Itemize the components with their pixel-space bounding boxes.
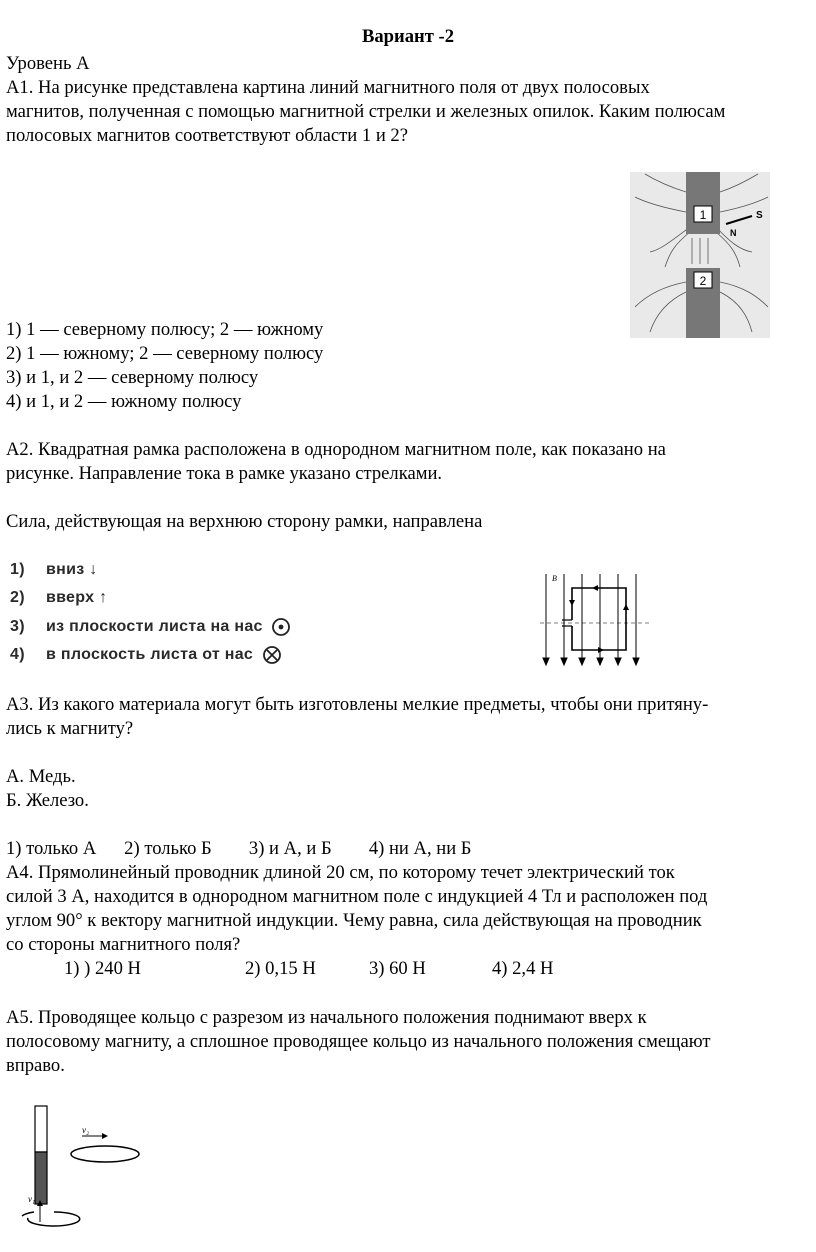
a3-options: 1) только А 2) только Б 3) и А, и Б 4) ни А, ни Б <box>6 838 472 859</box>
a1-compass-south-label: S <box>756 210 763 221</box>
a5-v2-label: v₂ <box>82 1125 90 1135</box>
a4-option-3: 3) 60 Н <box>369 958 426 979</box>
a4-text-line-1: А4. Прямолинейный проводник длиной 20 см, по которому течет электрический ток <box>6 862 675 883</box>
a2-option-1: 1) вниз ↓ <box>10 561 98 578</box>
a1-option-1: 1) 1 — северному полюсу; 2 — южному <box>6 319 324 340</box>
a1-text-line-2: магнитов, полученная с помощью магнитной стрелки и железных опилок. Каким полюсам <box>6 101 726 122</box>
a2-option-3: 3) из плоскости листа на нас <box>10 617 291 637</box>
a2-option-2: 2) вверх ↑ <box>10 589 108 606</box>
into-page-icon <box>262 645 282 665</box>
a4-text-line-2: силой 3 А, находится в однородном магнитном поле с индукцией 4 Тл и расположен под <box>6 886 708 907</box>
level-heading: Уровень А <box>6 53 90 74</box>
a5-rings-figure <box>20 1100 140 1230</box>
a3-item-b: Б. Железо. <box>6 790 89 811</box>
a3-text-line-1: А3. Из какого материала могут быть изготовлены мелкие предметы, чтобы они притяну- <box>6 694 709 715</box>
a1-region-1-label: 1 <box>699 208 707 222</box>
a5-text-line-2: полосовому магниту, а сплошное проводящее кольцо из начального положения смещают <box>6 1031 711 1052</box>
a1-option-3: 3) и 1, и 2 — северному полюсу <box>6 367 259 388</box>
a4-text-line-4: со стороны магнитного поля? <box>6 934 241 955</box>
a2-text-line-2: рисунке. Направление тока в рамке указано стрелками. <box>6 463 443 484</box>
a2-option-4: 4) в плоскость листа от нас <box>10 645 282 665</box>
a4-option-2: 2) 0,15 Н <box>245 958 316 979</box>
a3-item-a: А. Медь. <box>6 766 76 787</box>
a1-compass-north-label: N <box>730 228 737 238</box>
a2-field-label: B <box>552 574 557 583</box>
a5-text-line-3: вправо. <box>6 1055 65 1076</box>
a5-v1-label: v₁ <box>28 1194 36 1204</box>
a2-question: Сила, действующая на верхнюю сторону рамки, направлена <box>6 511 483 532</box>
a1-text-line-3: полосовых магнитов соответствуют области 1 и 2? <box>6 125 408 146</box>
a1-text-line-1: А1. На рисунке представлена картина линий магнитного поля от двух полосовых <box>6 77 650 98</box>
a2-text-line-1: А2. Квадратная рамка расположена в однородном магнитном поле, как показано на <box>6 439 666 460</box>
a1-region-2-label: 2 <box>699 274 707 288</box>
a3-text-line-2: лись к магниту? <box>6 718 134 739</box>
a4-option-1: 1) ) 240 Н <box>64 958 141 979</box>
a1-magnets-figure <box>630 172 770 338</box>
a5-text-line-1: А5. Проводящее кольцо с разрезом из начального положения поднимают вверх к <box>6 1007 647 1028</box>
out-of-page-icon <box>271 617 291 637</box>
a4-option-4: 4) 2,4 Н <box>492 958 554 979</box>
page-title: Вариант -2 <box>361 26 455 47</box>
a2-frame-figure <box>540 570 650 670</box>
a4-text-line-3: углом 90° к вектору магнитной индукции. Чему равна, сила действующая на проводник <box>6 910 702 931</box>
a1-option-2: 2) 1 — южному; 2 — северному полюсу <box>6 343 324 364</box>
a1-option-4: 4) и 1, и 2 — южному полюсу <box>6 391 242 412</box>
